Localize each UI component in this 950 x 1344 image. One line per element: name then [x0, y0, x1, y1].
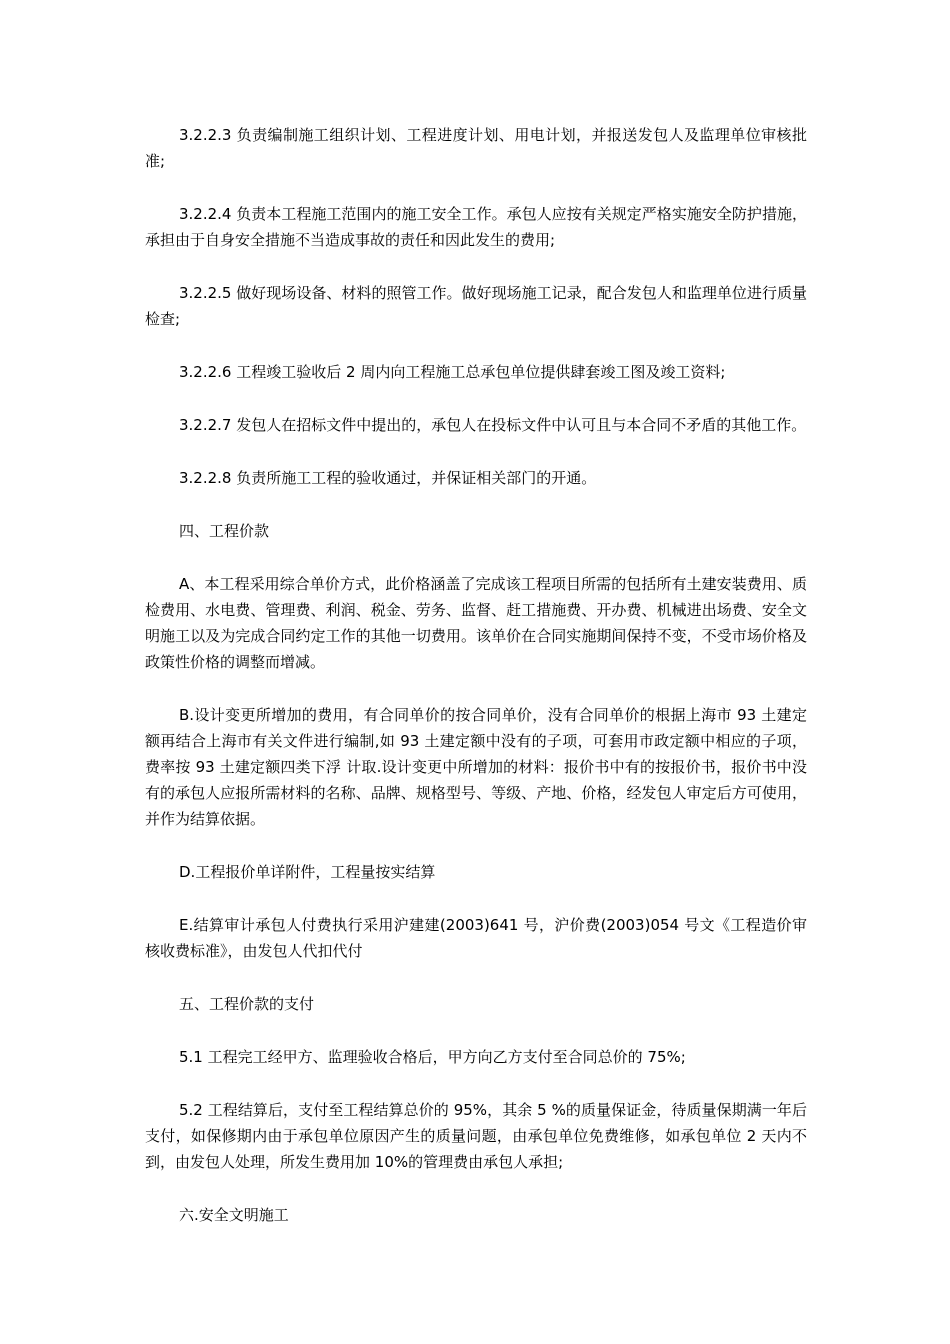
section-heading-safety: 六.安全文明施工	[179, 1206, 289, 1224]
price-clause-d: D.工程报价单详附件，工程量按实结算	[179, 863, 436, 881]
clause-3-2-2-5: 3.2.2.5 做好现场设备、材料的照管工作。做好现场施工记录，配合发包人和监理单位进行质量检查;	[145, 284, 807, 328]
price-clause-e: E.结算审计承包人付费执行采用沪建建(2003)641 号，沪价费(2003)054 号文《工程造价审核收费标准》，由发包人代扣代付	[145, 916, 807, 960]
price-clause-b: B.设计变更所增加的费用，有合同单价的按合同单价，没有合同单价的根据上海市 93 土建定额再结合上海市有关文件进行编制,如 93 土建定额中没有的子项，可套用市政定额中相应的子项，费率按 93 土建定额四类下浮 计取.设计变更中所增加的材料：报价书中有的按报价书，报价书中没有的承包人应报所需材料的名称、品牌、规格型号、等级、产地、价格，经发包人审定后方可使用，并作为结算依据。	[145, 706, 807, 828]
section-heading-price: 四、工程价款	[179, 522, 270, 540]
clause-3-2-2-6: 3.2.2.6 工程竣工验收后 2 周内向工程施工总承包单位提供肆套竣工图及竣工资料;	[179, 363, 726, 381]
clause-3-2-2-3: 3.2.2.3 负责编制施工组织计划、工程进度计划、用电计划，并报送发包人及监理单位审核批准;	[145, 126, 807, 170]
clause-3-2-2-7: 3.2.2.7 发包人在招标文件中提出的，承包人在投标文件中认可且与本合同不矛盾的其他工作。	[179, 416, 807, 434]
section-heading-payment: 五、工程价款的支付	[179, 995, 315, 1013]
payment-clause-5-1: 5.1 工程完工经甲方、监理验收合格后，甲方向乙方支付至合同总价的 75%;	[179, 1048, 686, 1066]
clause-3-2-2-8: 3.2.2.8 负责所施工工程的验收通过，并保证相关部门的开通。	[179, 469, 597, 487]
document-page	[145, 122, 807, 1255]
payment-clause-5-2: 5.2 工程结算后，支付至工程结算总价的 95%，其余 5 %的质量保证金，待质量保期满一年后支付，如保修期内由于承包单位原因产生的质量问题，由承包单位免费维修，如承包单位 2 天内不到，由发包人处理，所发生费用加 10%的管理费由承包人承担;	[145, 1101, 807, 1171]
price-clause-a: A、本工程采用综合单价方式，此价格涵盖了完成该工程项目所需的包括所有土建安装费用、质检费用、水电费、管理费、利润、税金、劳务、监督、赶工措施费、开办费、机械进出场费、安全文明施工以及为完成合同约定工作的其他一切费用。该单价在合同实施期间保持不变，不受市场价格及政策性价格的调整而增减。	[145, 575, 807, 671]
clause-3-2-2-4: 3.2.2.4 负责本工程施工范围内的施工安全工作。承包人应按有关规定严格实施安全防护措施，承担由于自身安全措施不当造成事故的责任和因此发生的费用;	[145, 205, 807, 249]
